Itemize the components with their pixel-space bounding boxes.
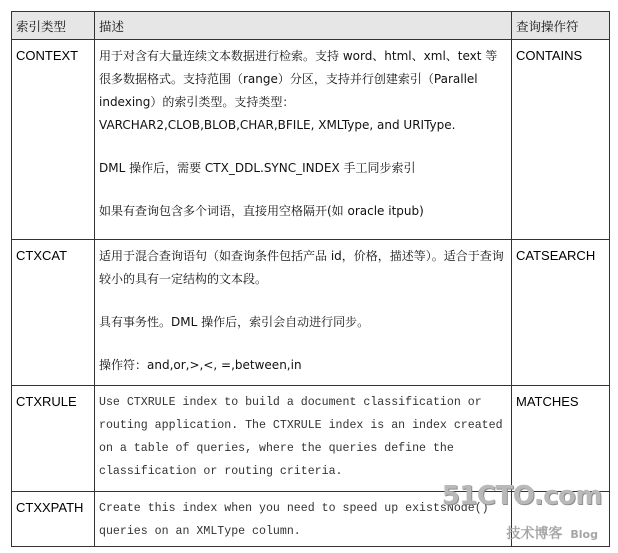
header-index-type: 索引类型	[12, 12, 95, 40]
watermark-sub-text: 技术博客	[506, 526, 563, 542]
cell-type	[12, 40, 95, 240]
description-paragraph: DML 操作后，需要 CTX_DDL.SYNC_INDEX 手工同步索引	[99, 161, 416, 175]
header-description: 描述	[95, 12, 512, 40]
index-type-name: CONTEXT	[16, 48, 79, 63]
description-paragraph: 操作符：and,or,>,<, =,between,in	[99, 358, 302, 372]
watermark-site-logo: 51CTO.com	[441, 481, 602, 511]
watermark-blog-text: Blog	[570, 528, 598, 541]
description-paragraph: 如果有查询包含多个词语，直接用空格隔开(如 oracle itpub)	[99, 204, 424, 218]
index-type-name: CTXCAT	[16, 248, 68, 263]
index-types-table-container	[11, 11, 610, 547]
query-operator	[512, 492, 609, 500]
description-paragraph: Use CTXRULE index to build a document classification or routing application. The CTXRULE index is an index created on a table of queries, where the queries define the classification or routing criteria.	[99, 396, 503, 478]
cell-description	[95, 240, 512, 386]
cell-operator	[512, 240, 610, 386]
table-row	[12, 240, 610, 386]
description-paragraph: 用于对含有大量连续文本数据进行检索。支持 word、html、xml、text 等很多数据格式。支持范围（range）分区，支持并行创建索引（Parallel indexing）的索引类型。支持类型：VARCHAR2,CLOB,BLOB,CHAR,BFILE, XMLType, and URIType.	[99, 49, 498, 132]
cell-description	[95, 40, 512, 240]
description-paragraph: Create this index when you need to speed up existsNode() queries on an XMLType column.	[99, 502, 489, 538]
description-paragraph: 适用于混合查询语句（如查询条件包括产品 id，价格，描述等）。适合于查询较小的具有一定结构的文本段。	[99, 249, 504, 286]
index-types-table	[11, 11, 610, 547]
cell-operator	[512, 40, 610, 240]
index-type-name: CTXRULE	[16, 394, 77, 409]
query-operator: MATCHES	[516, 394, 579, 409]
table-row	[12, 40, 610, 240]
table-row	[12, 492, 610, 547]
cell-type	[12, 240, 95, 386]
cell-operator	[512, 492, 610, 547]
cell-description	[95, 492, 512, 547]
cell-type	[12, 492, 95, 547]
cell-operator	[512, 386, 610, 492]
cell-description	[95, 386, 512, 492]
query-operator: CATSEARCH	[516, 248, 596, 263]
table-header-row	[12, 12, 610, 40]
index-type-name: CTXXPATH	[16, 500, 84, 515]
cell-type	[12, 386, 95, 492]
query-operator: CONTAINS	[516, 48, 583, 63]
header-query-operator: 查询操作符	[512, 12, 610, 40]
description-paragraph: 具有事务性。DML 操作后，索引会自动进行同步。	[99, 315, 370, 329]
table-row	[12, 386, 610, 492]
